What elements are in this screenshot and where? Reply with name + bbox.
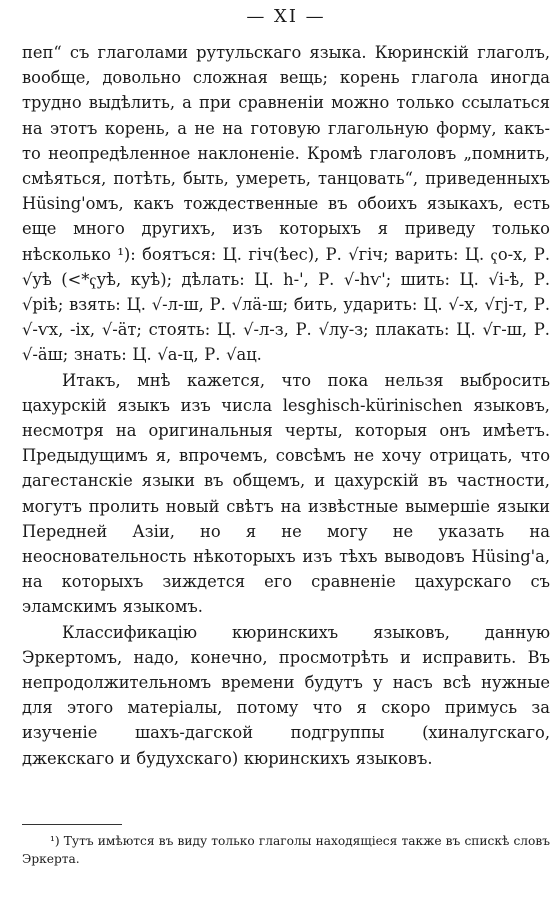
page-number: — XI — (246, 6, 326, 27)
paragraph-1: пеп“ съ глаголами рутульскаго языка. Кюринскій глаголъ, вообще, довольно сложная вещь; корень глагола иногда трудно выдѣлить, а при сравненіи можно только ссылаться на этотъ корень, а не на готовую глагольную форму, какъ-то неопредѣленное наклоненіе. Кромѣ глаголовъ „помнить, смѣяться, потѣть, быть, умереть, танцовать“, приведенныхъ Hüsing'омъ, какъ тождественные въ обоихъ языкахъ, есть еще много другихъ, изъ которыхъ я приведу только нѣсколько ¹): боятъся: Ц. гіч(ѣес), Р. √гіч; варить: Ц. ҁо-х, Р. √уѣ (<*ҁуѣ, куѣ); дѣлать: Ц. h-', Р. √-hѵ'; шить: Ц. √і-ѣ, Р. √ріѣ; взять: Ц. √-л-ш, Р. √лӓ-ш; бить, ударить: Ц. √-х, √гј-т, Р. √-ѵх, -іх, √-ӓт; стоять: Ц. √-л-з, Р. √лу-з; плакать: Ц. √г-ш, Р. √-ӓш; знать: Ц. √а-ц, Р. √ац. (22, 43, 550, 365)
paragraph-3: Классификацію кюринскихъ языковъ, данную Эркертомъ, надо, конечно, просмотрѣть и исправить. Въ непродолжительномъ времени будутъ у насъ всѣ нужные для этого матеріалы, потому что я скоро примусь за изученіе шахъ-дагской подгруппы (хиналугскаго, джекскаго и будухскаго) кюринскихъ языковъ. (22, 622, 550, 768)
book-page (22, 0, 550, 898)
footnote: ¹) Тутъ имѣются въ виду только глаголы находящіеся также въ спискѣ словъ Эркерта. (22, 834, 550, 866)
body-text (22, 40, 550, 771)
paragraph-2: Итакъ, мнѣ кажется, что пока нельзя выбросить цахурскій языкъ изъ числа lesghisch-kürinischen языковъ, несмотря на оригинальныя черты, которыя онъ имѣетъ. Предыдущимъ я, впрочемъ, совсѣмъ не хочу отрицать, что дагестанскіе языки въ общемъ, и цахурскій въ частности, могутъ пролить новый свѣтъ на извѣстные вымершіе языки Передней Азіи, но я не могу не указать на неосновательность нѣкоторыхъ изъ тѣхъ выводовъ Hüsing'а, на которыхъ зиждется его сравненіе цахурскаго съ эламскимъ языкомъ. (22, 370, 550, 617)
footnote-divider (22, 824, 122, 825)
